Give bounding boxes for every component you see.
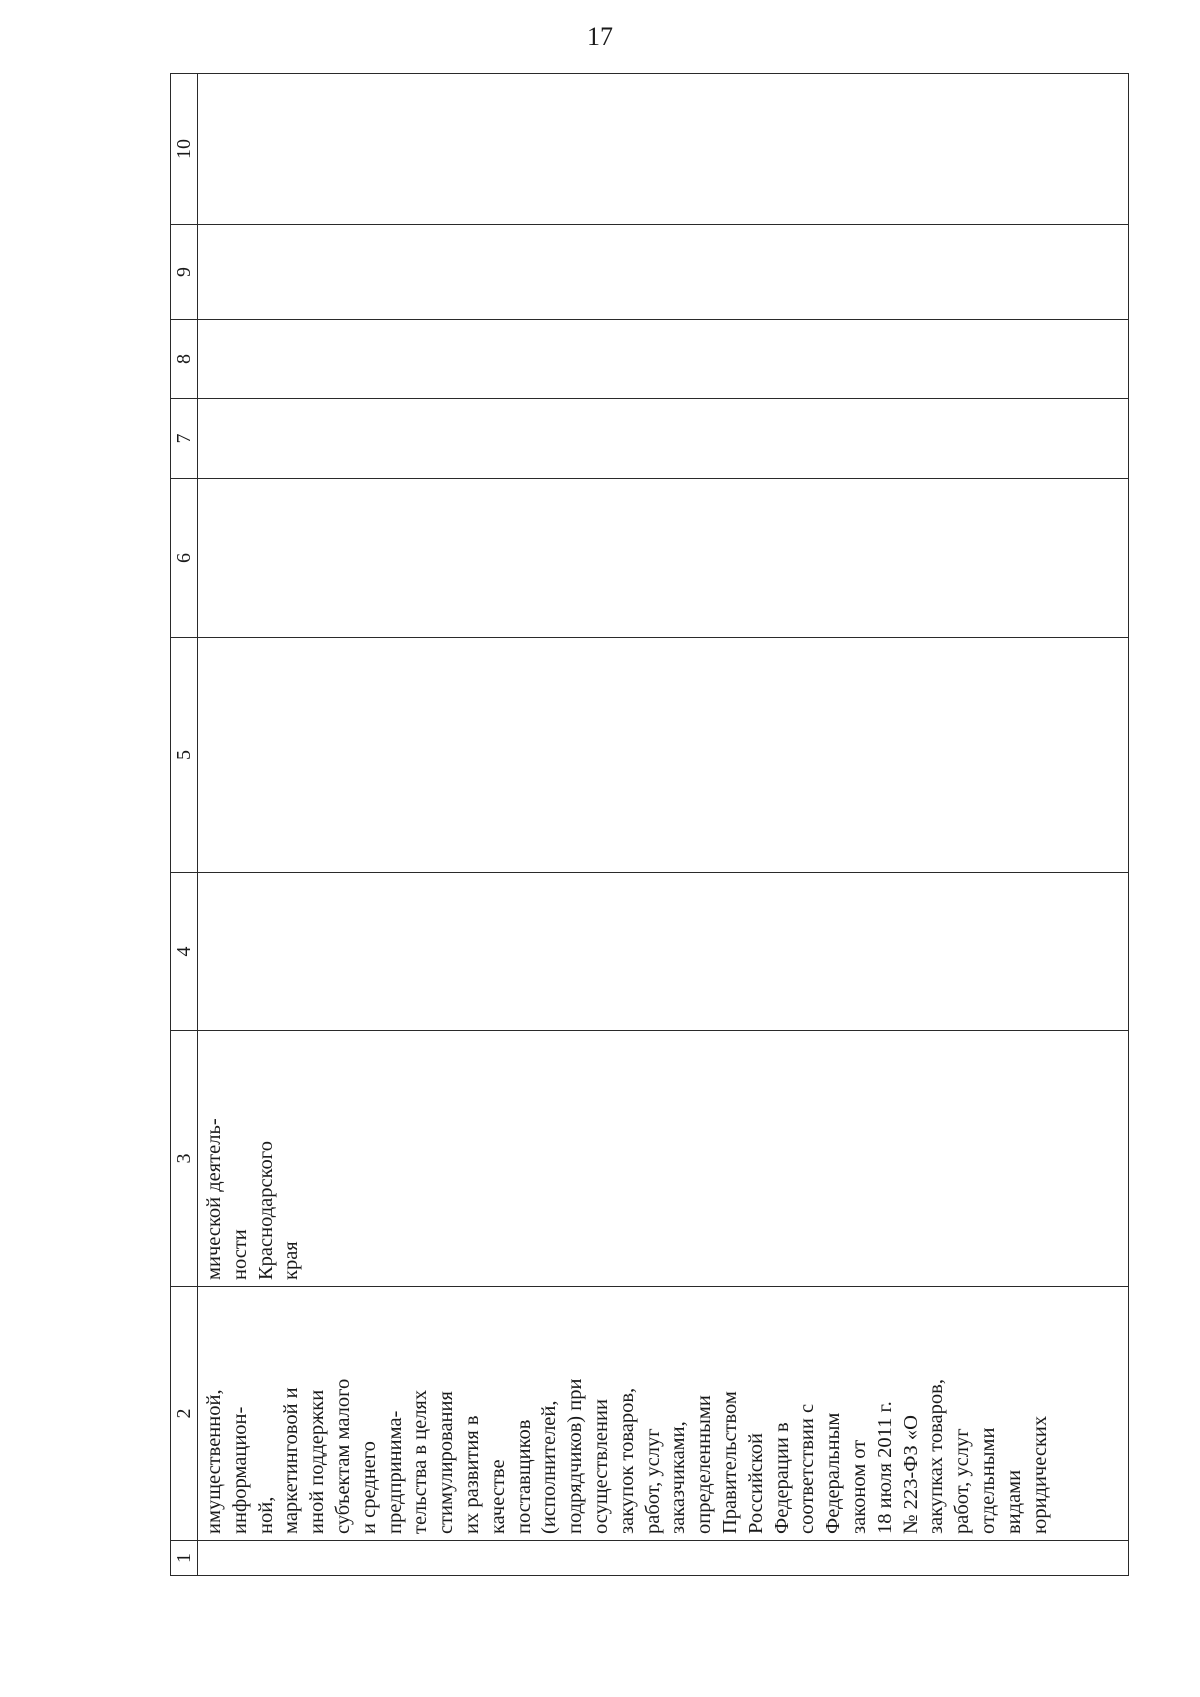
column-number-3: 3 (171, 1031, 198, 1287)
cell-col-8 (198, 320, 1129, 399)
cell-col-10 (198, 74, 1129, 225)
cell-col-6 (198, 479, 1129, 638)
column-number-9: 9 (171, 225, 198, 320)
page-number: 17 (587, 22, 613, 51)
cell-col-3-text: мической деятель- ности Краснодарского края (203, 1118, 303, 1280)
column-number-8: 8 (171, 320, 198, 399)
column-number-2: 2 (171, 1287, 198, 1541)
cell-col-5 (198, 638, 1129, 873)
data-table (170, 73, 1129, 1576)
cell-col-2-text: имущественной, информацион- ной, маркетинговой и иной поддержки субъектам малого и среднего предпринима- тельства в целях стимулирования их развития в качестве поставщиков (исполнителей, подрядчиков) при осуществлении закупок товаров, работ, услуг заказчиками, определенными Правительством Российской Федерации в соответствии с Федеральным законом от 18 июля 2011 г. № 223-ФЗ «О закупках товаров, работ, услуг отдельными видами юридических (203, 1378, 1051, 1534)
rotated-table-wrapper (170, 74, 1128, 1576)
cell-col-4 (198, 873, 1129, 1031)
column-number-6: 6 (171, 479, 198, 638)
column-number-7: 7 (171, 399, 198, 479)
cell-col-1 (198, 1541, 1129, 1576)
cell-col-2 (198, 1287, 1129, 1541)
column-number-1: 1 (171, 1541, 198, 1576)
column-number-4: 4 (171, 873, 198, 1031)
cell-col-7 (198, 399, 1129, 479)
column-number-5: 5 (171, 638, 198, 873)
column-number-row (171, 74, 198, 1576)
cell-col-3 (198, 1031, 1129, 1287)
column-number-10: 10 (171, 74, 198, 225)
cell-col-9 (198, 225, 1129, 320)
table-row (198, 74, 1129, 1576)
